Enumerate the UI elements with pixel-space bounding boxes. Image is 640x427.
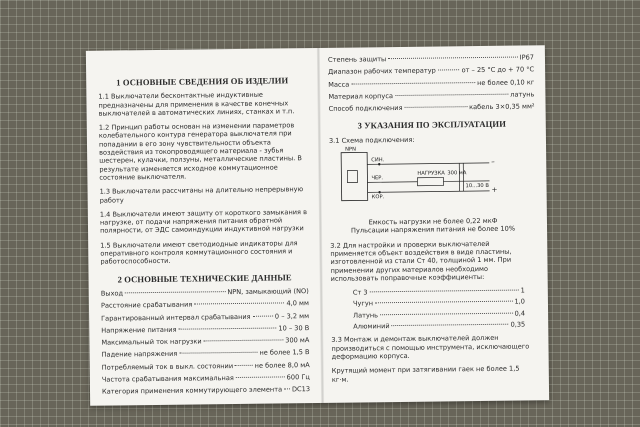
spec-value: 300 мА xyxy=(285,336,310,345)
material-label: Латунь xyxy=(353,311,379,320)
paragraph-1-1: 1.1 Выключатели бесконтактные индуктивные предназначены для применения в качестве конечных выключателей в автоматических линиях, станках и т.п. xyxy=(98,90,295,118)
spec-row xyxy=(328,53,534,64)
paragraph-1-5: 1.5 Выключатели имеют светодиодные индикаторы для оперативного контроля коммутационного состояния и работоспособности. xyxy=(100,238,298,266)
spec-row-category xyxy=(102,385,310,396)
left-page xyxy=(98,56,310,400)
leader-dots xyxy=(235,365,253,366)
material-label: Алюминий xyxy=(353,322,390,331)
wire-black-label: ЧЕР. xyxy=(371,175,384,182)
paragraph-3-1: 3.1 Схема подключения: xyxy=(328,135,415,145)
leader-dots xyxy=(351,82,475,85)
spec-label: Максимальный ток нагрузки xyxy=(101,337,202,347)
wire-brown-label: КОР. xyxy=(371,194,385,201)
supply-voltage: 10...30 В xyxy=(465,182,489,190)
npn-label: NPN xyxy=(345,146,357,153)
wire-blue-label: СИН. xyxy=(371,157,385,164)
spec-value: NPN, замыкающий (NO) xyxy=(227,287,309,297)
material-value: 1 xyxy=(520,286,525,295)
capacitance-note: Емкость нагрузки не более 0,22 мкФ xyxy=(368,216,498,227)
page-fold xyxy=(317,48,324,403)
leader-dots xyxy=(178,327,276,329)
spec-value: 10 – 30 В xyxy=(278,323,310,333)
leader-dots xyxy=(194,303,284,305)
spec-row xyxy=(101,336,309,347)
spec-value: не более 8,0 мА xyxy=(254,360,310,370)
plus-terminal: + xyxy=(491,185,498,194)
spec-row xyxy=(102,349,310,360)
spec-row xyxy=(101,299,309,310)
material-value: 0,4 xyxy=(514,309,526,318)
spec-label: Способ подключения xyxy=(328,104,403,114)
spec-row xyxy=(101,324,309,335)
spec-value: не более 0,10 кг xyxy=(476,77,535,87)
paragraph-1-3: 1.3 Выключатели рассчитаны на длительно непрерывную работу xyxy=(99,185,304,205)
spec-row xyxy=(328,66,534,77)
spec-label: Напряжение питания xyxy=(101,325,177,335)
leader-dots xyxy=(375,301,512,304)
spec-label: Потребляемый ток в выкл. состоянии xyxy=(101,361,234,372)
spec-label: Гарантированный интервал срабатывания xyxy=(101,312,251,323)
leader-dots xyxy=(388,57,517,60)
spec-row xyxy=(102,373,310,384)
spec-label: Расстояние срабатывания xyxy=(100,300,193,310)
material-label: Ст 3 xyxy=(352,288,368,297)
section1-title: 1 ОСНОВНЫЕ СВЕДЕНИЯ ОБ ИЗДЕЛИИ xyxy=(116,75,289,88)
paragraph-3-3: 3.3 Монтаж и демонтаж выключателей должен производиться с помощью инструмента, исключающего деформацию корпуса. xyxy=(331,334,530,361)
load-label: НАГРУЗКА xyxy=(417,170,445,177)
leader-dots xyxy=(204,340,284,342)
material-value: 1,0 xyxy=(514,297,525,307)
material-row xyxy=(331,309,537,320)
right-page xyxy=(328,53,538,389)
section3-title: 3 УКАЗАНИЯ ПО ЭКСПЛУАТАЦИИ xyxy=(357,119,507,131)
leader-dots xyxy=(179,352,257,354)
ripple-note: Пульсации напряжения питания не более 10% xyxy=(350,224,516,235)
minus-terminal: – xyxy=(491,157,495,166)
spec-label: Частота срабатывания максимальная xyxy=(101,374,234,384)
leader-dots xyxy=(380,312,513,315)
paragraph-3-2: 3.2 Для настройки и проверки выключателей применяется объект воздействия в виде пластины, изготовленной из стали Ст 40, толщиной 1 мм. При применении других материалов необходимо использовать поправочные коэффициенты: xyxy=(330,239,512,283)
leader-dots xyxy=(395,94,508,96)
material-row xyxy=(331,320,537,331)
instruction-sheet xyxy=(86,45,549,406)
spec-label: Степень защиты xyxy=(327,55,387,64)
spec-row xyxy=(101,287,309,298)
spec-value: DC13 xyxy=(291,385,311,394)
leader-dots xyxy=(405,106,468,108)
spec-row xyxy=(329,103,535,114)
spec-value: не более 1,5 В xyxy=(259,348,310,358)
spec-row xyxy=(102,361,310,372)
spec-label: Материал корпуса xyxy=(328,91,394,101)
tech-specs-list xyxy=(101,287,310,396)
section2-title: 2 ОСНОВНЫЕ ТЕХНИЧЕСКИЕ ДАННЫЕ xyxy=(117,271,292,285)
leader-dots xyxy=(370,290,519,293)
leader-dots xyxy=(125,291,225,293)
paragraph-1-4: 1.4 Выключатели имеют защиту от короткого замыкания в нагрузке, от подачи напряжения питания обратной полярности, от ЭДС самоиндукции индуктивной нагрузки xyxy=(99,207,308,236)
material-row xyxy=(331,286,537,297)
paragraph-1-2: 1.2 Принцип работы основан на изменении параметров колебательного контура генератора выключателя при попадании в его зону чувствительности объекта воздействия из токопроводящего материала - зубья шестерен, кулачки, ползуны, металлические пластины. В результате изменяется исходное коммутационное состояние выключателя. xyxy=(98,121,302,182)
spec-label: Категория применения коммутирующего элемента xyxy=(101,385,283,396)
leader-dots xyxy=(392,324,509,326)
leader-dots xyxy=(253,315,273,316)
wiring-diagram xyxy=(339,144,536,214)
material-value: 0,35 xyxy=(510,320,526,329)
spec-value: 4,0 мм xyxy=(286,299,309,308)
spec-value: от – 25 °С до + 70 °С xyxy=(461,65,535,75)
spec-value: 600 Гц xyxy=(286,373,310,382)
material-label: Чугун xyxy=(352,299,374,309)
correction-coefficients xyxy=(331,286,538,331)
spec-row xyxy=(328,78,534,89)
spec-label: Выход xyxy=(100,289,124,298)
spec-label: Падение напряжения xyxy=(101,350,178,360)
spec-row xyxy=(101,312,309,323)
leader-dots xyxy=(438,70,460,71)
spec-value: латунь xyxy=(510,90,535,99)
spec-value: IP67 xyxy=(519,53,535,62)
spec-label: Диапазон рабочих температур xyxy=(328,66,436,77)
tech-specs-continued xyxy=(328,53,535,113)
leader-dots xyxy=(284,389,290,390)
spec-row xyxy=(328,90,534,101)
wiring-diagram-lines xyxy=(339,145,500,215)
spec-value: кабель 3×0,35 мм² xyxy=(469,102,535,112)
load-current: 300 мА xyxy=(447,170,467,177)
leader-dots xyxy=(236,376,285,378)
material-row xyxy=(331,298,537,309)
torque-note: Крутящий момент при затягивании гаек не более 1,5 кг·м. xyxy=(331,364,520,384)
spec-value: 0 – 3,2 мм xyxy=(274,311,310,321)
spec-label: Масса xyxy=(328,80,350,89)
